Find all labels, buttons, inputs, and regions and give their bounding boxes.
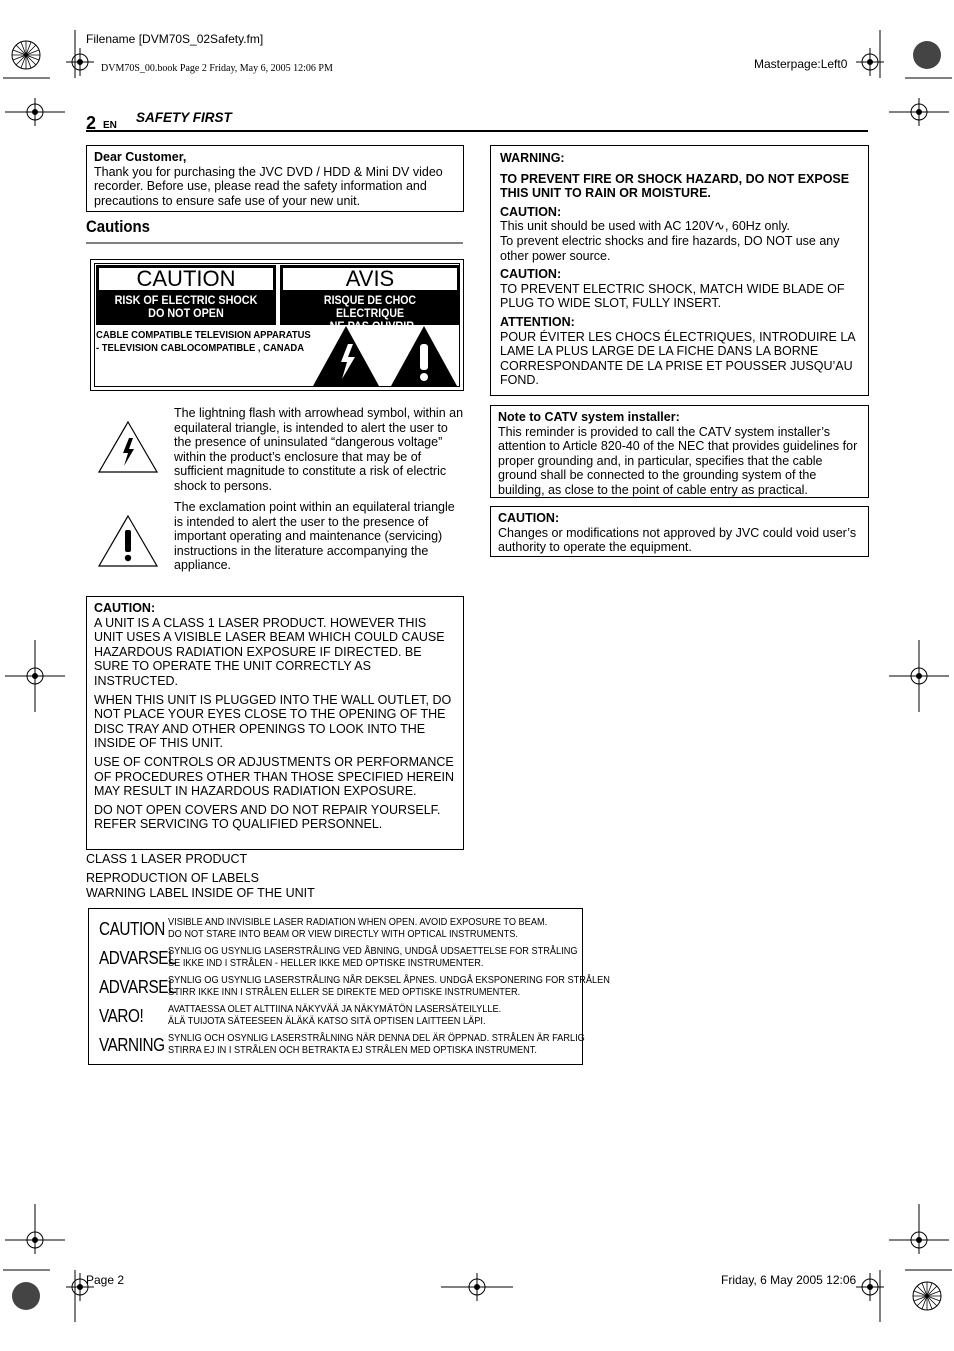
warning-label-reproduction — [88, 908, 610, 1065]
jvc-caution-box — [490, 506, 869, 557]
caution-black-box — [96, 265, 276, 325]
laser-caution-p4: DO NOT OPEN COVERS AND DO NOT REPAIR YOURSELF. REFER SERVICING TO QUALIFIED PERSONNEL. — [94, 802, 441, 832]
avis-sub2: - NE PAS OUVRIR. — [322, 319, 418, 333]
catv-text: This reminder is provided to call the CATV system installer’s attention to Article 820-40 of the NEC that provides guidelines for proper grounding and, in particular, specifies that the cable ground shall be connected to the grounding system of the building, as close to the point of cable entry as practical. — [498, 424, 858, 497]
attention-text: POUR ÉVITER LES CHOCS ÉLECTRIQUES, INTRODUIRE LA LAME LA PLUS LARGE DE LA FICHE DANS LA BORNE CORRESPONDANTE DE LA PRISE ET POUSSER JUSQU’AU FOND. — [500, 329, 855, 388]
warning-label-text: VISIBLE AND INVISIBLE LASER RADIATION WHEN OPEN. AVOID EXPOSURE TO BEAM. DO NOT STARE INTO BEAM OR VIEW DIRECTLY WITH OPTICAL INSTRUMENTS. — [168, 917, 548, 940]
avis-black-box — [280, 265, 460, 333]
jvc-caution-text: Changes or modifications not approved by JVC could void user’s authority to operate the equipment. — [498, 525, 857, 555]
warning-heading: WARNING: — [500, 151, 565, 165]
warning-label-text: SYNLIG OG USYNLIG LASERSTRÅLING NÅR DEKSEL ÅPNES. UNDGÅ EKSPONERING FOR STRÅLEN STIRR IKKE INN I STRÅLEN ELLER SE DIREKTE MED OPTISKE INSTRUMENTER. — [168, 975, 610, 998]
warning-text: TO PREVENT FIRE OR SHOCK HAZARD, DO NOT EXPOSE THIS UNIT TO RAIN OR MOISTURE. — [500, 171, 850, 201]
jvc-caution-heading: CAUTION: — [498, 511, 560, 525]
caution-plug-text: TO PREVENT ELECTRIC SHOCK, MATCH WIDE BLADE OF PLUG TO WIDE SLOT, FULLY INSERT. — [500, 281, 845, 311]
page-number: 2 — [86, 113, 97, 133]
catv-note-box — [490, 405, 869, 498]
book-line: DVM70S_00.book Page 2 Friday, May 6, 2005 12:06 PM — [101, 63, 333, 74]
warning-label-text: AVATTAESSA OLET ALTTIINA NÄKYVÄÄ JA NÄKYMÄTÖN LASERSÄTEILYLLE. ÄLÄ TUIJOTA SÄTEESEEN ÄLÄKÄ KATSO SITÄ OPTISEN LAITTEEN LÄPI. — [168, 1004, 502, 1027]
class1-label: CLASS 1 LASER PRODUCT — [86, 852, 248, 866]
caution-sub1: RISK OF ELECTRIC SHOCK — [114, 293, 258, 307]
lightning-outline-icon — [97, 420, 159, 474]
footer-page: Page 2 — [86, 1273, 125, 1287]
exclamation-warning-icon — [389, 324, 459, 388]
language-code: EN — [103, 120, 117, 131]
caution-title: CAUTION — [99, 268, 273, 290]
avis-sub1: RISQUE DE CHOC ELECTRIQUE — [323, 293, 417, 320]
footer-date: Friday, 6 May 2005 12:06 — [721, 1273, 857, 1287]
cautions-title: Cautions — [86, 217, 151, 236]
reproduction-line-2: WARNING LABEL INSIDE OF THE UNIT — [86, 886, 315, 900]
exclamation-outline-icon — [97, 514, 159, 568]
cable-line-2: - TELEVISION CABLOCOMPATIBLE , CANADA — [96, 342, 305, 354]
warning-label-name: ADVARSEL — [99, 977, 177, 997]
warning-label-text: SYNLIG OG USYNLIG LASERSTRÅLING VED ÅBNING, UNDGÅ UDSAETTELSE FOR STRÅLING SE IKKE IND I STRÅLEN - HELLER IKKE MED OPTISKE INSTRUMENTER. — [168, 946, 578, 969]
attention-heading: ATTENTION: — [500, 314, 575, 329]
warning-label-text: SYNLIG OCH OSYNLIG LASERSTRÅLNING NÄR DENNA DEL ÄR ÖPPNAD. STRÅLEN ÄR FARLIG STIRRA EJ IN I STRÅLEN OCH BETRAKTA EJ STRÅLEN MED OPTISKA INSTRUMENT. — [168, 1033, 585, 1056]
caution-sub2: DO NOT OPEN — [148, 306, 224, 320]
avis-title: AVIS — [283, 268, 457, 290]
caution-power-text: This unit should be used with AC 120V∿, 60Hz only. — [500, 218, 791, 234]
caution-heading-2: CAUTION: — [500, 267, 562, 282]
reproduction-line-1: REPRODUCTION OF LABELS — [86, 871, 259, 885]
warning-label-name: VARNING — [99, 1035, 165, 1055]
exclamation-description: The exclamation point within an equilateral triangle is intended to alert the user to the presence of important operating and maintenance (servicing) instructions in the literature accompanying the appliance. — [174, 500, 455, 573]
laser-caution-p2: WHEN THIS UNIT IS PLUGGED INTO THE WALL OUTLET, DO NOT PLACE YOUR EYES CLOSE TO THE OPENING OF THE DISC TRAY AND OTHER OPENINGS TO LOOK INTO THE INSIDE OF THIS UNIT. — [94, 692, 452, 751]
dear-customer-text: Thank you for purchasing the JVC DVD / HDD & Mini DV video recorder. Before use, please read the safety information and precautions to ensure safe use of your new unit. — [94, 164, 443, 208]
warning-label-name: VARO! — [99, 1006, 144, 1026]
cable-compat-text — [96, 329, 311, 355]
lightning-warning-icon — [311, 324, 381, 388]
dear-customer-box — [86, 145, 464, 212]
caution-power-text-2: To prevent electric shocks and fire hazards, DO NOT use any other power source. — [500, 233, 840, 263]
laser-caution-p3: USE OF CONTROLS OR ADJUSTMENTS OR PERFORMANCE OF PROCEDURES OTHER THAN THOSE SPECIFIED HEREIN MAY RESULT IN HAZARDOUS RADIATION EXPOSURE. — [94, 754, 455, 799]
warning-label-name: ADVARSEL — [99, 948, 177, 968]
laser-caution-p1: A UNIT IS A CLASS 1 LASER PRODUCT. HOWEVER THIS UNIT USES A VISIBLE LASER BEAM WHICH COULD CAUSE HAZARDOUS RADIATION EXPOSURE IF DIRECTED. BE SURE TO OPERATE THE UNIT CORRECTLY AS INSTRUCTED. — [94, 615, 445, 688]
warning-box — [490, 145, 869, 396]
catv-heading: Note to CATV system installer: — [498, 410, 680, 424]
warning-label-name: CAUTION — [99, 919, 165, 939]
caution-label-panel — [90, 259, 464, 391]
lightning-description: The lightning flash with arrowhead symbol, within an equilateral triangle, is intended to alert the user to the presence of uninsulated “dangerous voltage” within the product’s enclosure that may be of sufficient magnitude to constitute a risk of electric shock to persons. — [174, 406, 464, 493]
ac-symbol-icon: ∿ — [714, 218, 725, 234]
section-title: SAFETY FIRST — [136, 110, 232, 125]
cable-line-1: CABLE COMPATIBLE TELEVISION APPARATUS — [96, 329, 311, 341]
filename-line: Filename [DVM70S_02Safety.fm] — [86, 32, 264, 46]
dear-customer-heading: Dear Customer, — [94, 150, 187, 164]
caution-heading-1: CAUTION: — [500, 204, 562, 219]
laser-caution-heading: CAUTION: — [94, 601, 156, 615]
masterpage-line: Masterpage:Left0 — [754, 57, 848, 71]
laser-caution-box — [86, 596, 464, 850]
